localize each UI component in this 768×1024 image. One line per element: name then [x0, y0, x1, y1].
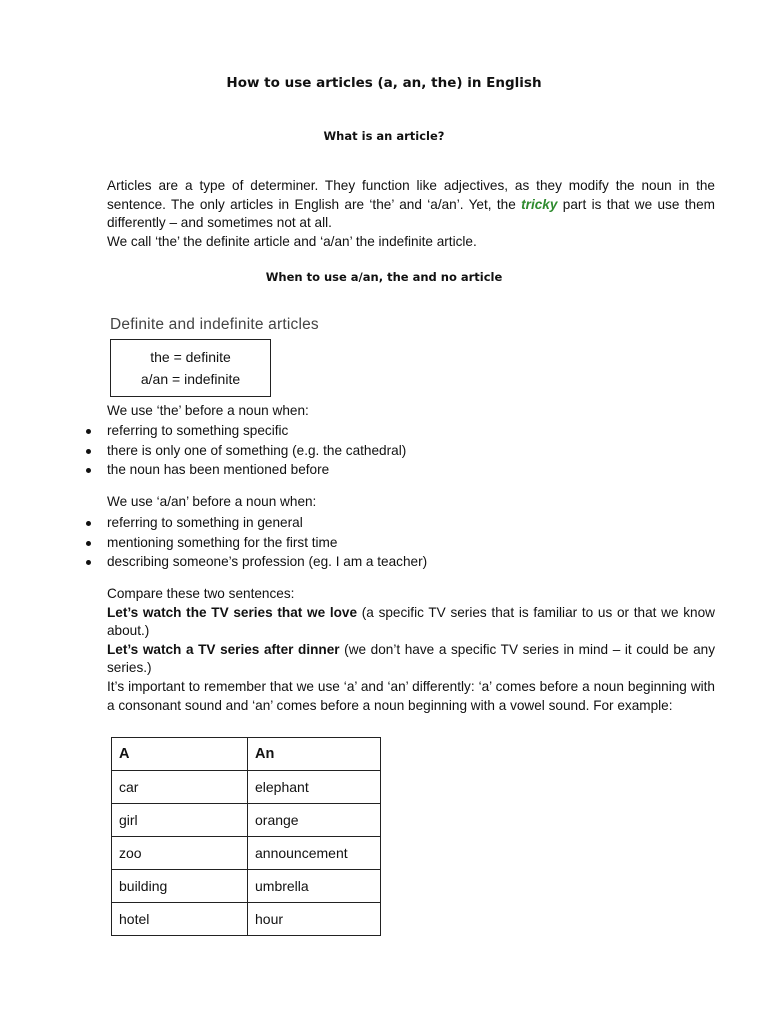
list-item: referring to something specific — [82, 421, 406, 441]
table-header-row — [112, 738, 381, 771]
header-cell-a: A — [112, 738, 248, 771]
intro-text-after: part is that we use them differently – and sometimes not at all. — [107, 196, 715, 230]
table-row — [112, 837, 381, 870]
list-item: describing someone’s profession (eg. I am a teacher) — [82, 552, 427, 572]
the-rules-intro: We use ‘the’ before a noun when: — [107, 403, 309, 418]
the-rules-list — [82, 421, 406, 480]
usage-heading: When to use a/an, the and no article — [265, 270, 503, 284]
table-row — [112, 804, 381, 837]
compare-section — [107, 585, 715, 715]
definition-the: the = definite — [150, 349, 231, 365]
list-item: referring to something in general — [82, 513, 427, 533]
sentence-2-bold: Let’s watch a TV series after dinner — [107, 641, 340, 657]
compare-intro: Compare these two sentences: — [107, 586, 295, 601]
tricky-highlight: tricky — [521, 196, 558, 212]
section-heading: Definite and indefinite articles — [110, 316, 319, 333]
table-cell: building — [112, 870, 248, 903]
definition-box — [110, 339, 271, 397]
list-item: there is only one of something (e.g. the cathedral) — [82, 441, 406, 461]
table-cell: hour — [248, 903, 381, 936]
intro-paragraph — [107, 177, 715, 251]
question-heading: What is an article? — [323, 129, 445, 143]
table-cell: announcement — [248, 837, 381, 870]
document-title: How to use articles (a, an, the) in English — [226, 75, 542, 91]
table-row — [112, 870, 381, 903]
header-cell-an: An — [248, 738, 381, 771]
intro-line-2: We call ‘the’ the definite article and ‘a/an’ the indefinite article. — [107, 233, 477, 249]
compare-sentence-2 — [107, 641, 715, 678]
table-row — [112, 903, 381, 936]
definition-a-an: a/an = indefinite — [140, 371, 241, 387]
compare-explanation: It’s important to remember that we use ‘a’ and ‘an’ differently: ‘a’ comes before a noun beginning with a consonant sound and ‘an’ comes before a noun beginning with a vowel sound. For example: — [107, 678, 715, 713]
compare-sentence-1 — [107, 604, 715, 641]
table-cell: zoo — [112, 837, 248, 870]
table-cell: orange — [248, 804, 381, 837]
table-cell: umbrella — [248, 870, 381, 903]
table-cell: girl — [112, 804, 248, 837]
a-an-rules-list — [82, 513, 427, 572]
table-row — [112, 771, 381, 804]
table-cell: hotel — [112, 903, 248, 936]
list-item: the noun has been mentioned before — [82, 460, 406, 480]
articles-table — [111, 737, 381, 936]
intro-text-before: Articles are a type of determiner. They function like adjectives, as they modify the noun in the sentence. The only articles in English are ‘the’ and ‘a/an’. Yet, the — [107, 178, 715, 212]
sentence-1-bold: Let’s watch the TV series that we love — [107, 604, 358, 620]
list-item: mentioning something for the first time — [82, 533, 427, 553]
table-cell: elephant — [248, 771, 381, 804]
sentence-1-rest: (a specific TV series that is familiar to us or that we know about.) — [107, 604, 715, 639]
a-an-rules-intro: We use ‘a/an’ before a noun when: — [107, 494, 317, 509]
sentence-2-rest: (we don’t have a specific TV series in mind – it could be any series.) — [107, 641, 715, 676]
table-cell: car — [112, 771, 248, 804]
intro-line-1 — [107, 177, 715, 233]
